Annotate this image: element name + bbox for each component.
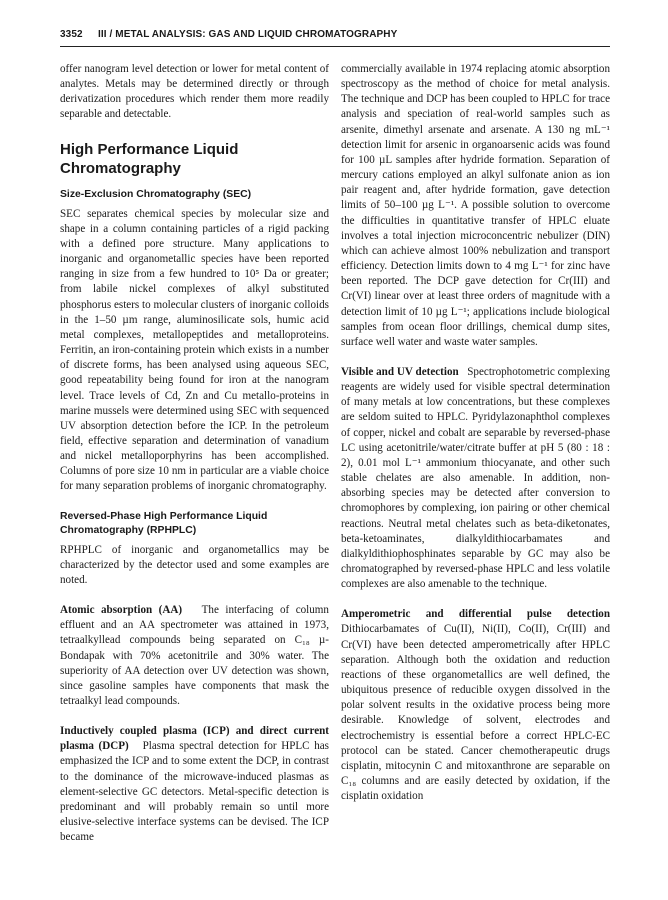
aa-text: The interfacing of column effluent and an AA spectrometer was attained in 1973, tetraalkyllead compounds being separated on C₁₈ µ-Bondapak with 70% acetonitrile and 30% water. The superiority of AA detection over UV detection was shown, since gasoline samples have components that mask the tetraalkyl lead compounds. bbox=[60, 604, 329, 707]
uv-paragraph bbox=[341, 365, 610, 592]
aa-paragraph bbox=[60, 603, 329, 709]
page-number: 3352 bbox=[60, 29, 83, 40]
icp-runin-heading: Inductively coupled plasma (ICP) and direct current plasma (DCP) bbox=[60, 725, 329, 753]
uv-text: Spectrophotometric complexing reagents are widely used for visible spectral determination of many metals at low concentrations, but these complexes are seldom suited to HPLC. Pyridylazonaphthol complexes of copper, nickel and cobalt are separable by reversed-phase LC using acetonitrile/water/citrate buffer at pH 5 (80 : 18 : 2), 0.01 mol L⁻¹ ammonium thiocyanate, and other such stable chelates are also amenable. In addition, non-absorbing species may be detected after conversion to chromophores by complexing, ion pairing or other chemical reactions. Neutral metal chelates such as beta-diketonates, beta-ketoaminates, dialkyldithiocarbamates and dialkyldithiophosphinates separable by GC may also be chromatographed by reversed-phase HPLC and less volatile complexes are also amenable to the technique. bbox=[341, 365, 610, 591]
icp-continued-paragraph: commercially available in 1974 replacing atomic absorption spectroscopy as the method of choice for metal analysis. The technique and DCP has been coupled to HPLC for trace analysis and speciation of real-world samples such as arsenite, dimethyl arsenate and arsenate. A 130 ng mL⁻¹ detection limit for arsenic in organoarsenic acids was found for 100 µL samples after hydride formation. Separation of mercury cations employed an alkyl sulfonate anion as ion pair reagent and, after hydride formation, gave detection limits of 50–100 µg L⁻¹. A possible solution to overcome the difficulties in quantitative transfer of HPLC eluate involves a total injection microconcentric nebulizer (DIN) which can achieve almost 100% nebulization and transport efficiency. Detection limits down to 4 mg L⁻¹ for zinc have been reported. The DCP gave detection for Cr(III) and Cr(VI) linear over at least three orders of magnitude with a detection limit of 10 µg L⁻¹; applications include biological samples from ocean floor drillings, chemical dump sites, surface well water and waste water samples. bbox=[341, 63, 610, 348]
amperometric-paragraph bbox=[341, 607, 610, 804]
uv-runin-heading: Visible and UV detection bbox=[341, 365, 459, 378]
section-title-hplc: High Performance Liquid Chromatography bbox=[60, 140, 239, 177]
aa-runin-heading: Atomic absorption (AA) bbox=[60, 604, 183, 617]
right-column bbox=[341, 62, 610, 804]
sec-paragraph: SEC separates chemical species by molecular size and shape in a column containing particles of a rigid packing with a defined pore structure. Many applications to inorganic and organometallic species have been reported ranging in size from a few hundred to 10⁵ Da or greater; from labile nickel complexes of alkyl substituted phosphorus esters to molecular clusters of inorganic colloids in the 1–50 µm range, aluminosilicate sols, humic acid metal complexes, metallopeptides and metalloproteins. Ferritin, an iron-containing protein which exists in a number of discrete forms, has been analysed using aqueous SEC, good repeatability being found for iron at the nanogram level. Trace levels of Cd, Zn and Cu metallo-proteins in marine mussels were determined using SEC with sequenced UV absorption detection before the ICP. In the petroleum field, effective separation and determination of vanadium and nickel metalloporphyrins has been accomplished. Columns of pore size 10 nm in particular are a viable choice for many separation problems of inorganic chromatography. bbox=[60, 207, 329, 493]
subheading-rphplc: Reversed-Phase High Performance Liquid Chromatography (RPHPLC) bbox=[60, 510, 268, 536]
header-rule bbox=[60, 46, 610, 47]
intro-paragraph: offer nanogram level detection or lower for metal content of analytes. Metals may be determined directly or through derivatization procedures which render them more readily separable and detectable. bbox=[60, 63, 329, 121]
icp-paragraph bbox=[60, 724, 329, 845]
left-column bbox=[60, 62, 329, 845]
subheading-sec: Size-Exclusion Chromatography (SEC) bbox=[60, 188, 252, 200]
rphplc-paragraph: RPHPLC of inorganic and organometallics may be characterized by the detector used and some examples are noted. bbox=[60, 543, 329, 586]
running-header bbox=[60, 29, 610, 40]
running-title: III / METAL ANALYSIS: GAS AND LIQUID CHROMATOGRAPHY bbox=[98, 29, 398, 40]
amperometric-text: Dithiocarbamates of Cu(II), Ni(II), Co(II), Cr(III) and Cr(VI) have been detected amperometrically after HPLC separation. Although both the oxidation and reduction reactions of these organometallics are well defined, the ubiquitous presence of reducible oxygen dissolved in the polar solvent results in the oxidative process being more desirable. Knowledge of solvent, electrodes and electrochemistry is essential before a correct HPLC-EC protocol can be stated. Cancer chemotherapeutic drugs cisplatin, mitocynin C and mitoxanthrone are separable on C₁₈ columns and are easily detected by oxidation, if the cisplatin oxidation bbox=[341, 623, 610, 803]
amperometric-runin-heading: Amperometric and differential pulse detection bbox=[341, 608, 610, 621]
icp-text: Plasma spectral detection for HPLC has emphasized the ICP and to some extent the DCP, in contrast to the dominance of the microwave-induced plasmas as element-selective GC detectors. Metal-specific detection is predominant and will probably remain so until more elusive-selective interface systems can be devised. The ICP became bbox=[60, 740, 329, 844]
